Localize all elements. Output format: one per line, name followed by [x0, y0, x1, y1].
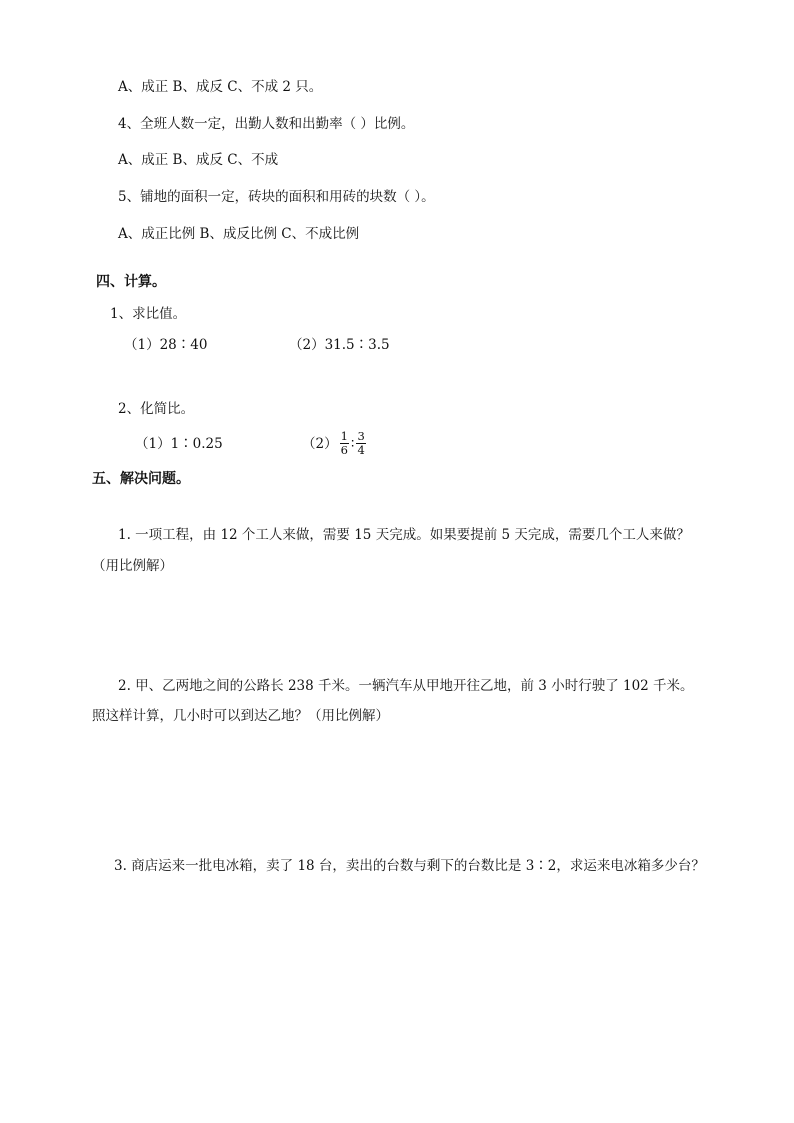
item2-b-prefix: （2）	[302, 435, 338, 452]
item1-title: 1、求比值。	[110, 306, 187, 322]
q4-options: A、成正 B、成反 C、不成	[118, 152, 279, 168]
q5-text: 5、铺地的面积一定，砖块的面积和用砖的块数（ ）。	[118, 189, 435, 205]
fraction-numerator: 3	[357, 429, 365, 443]
problem2-line2: 照这样计算，几小时可以到达乙地？（用比例解）	[92, 708, 389, 724]
problem2-line1: 2. 甲、乙两地之间的公路长 238 千米。一辆汽车从甲地开往乙地，前 3 小时行驶了 102 千米。	[118, 678, 694, 694]
fraction-denominator: 6	[340, 443, 348, 457]
problem1-line1: 1. 一项工程，由 12 个工人来做，需要 15 天完成。如果要提前 5 天完成，需要几个工人来做？	[118, 527, 690, 543]
section4-heading: 四、计算。	[96, 274, 166, 290]
fraction-denominator: 4	[357, 443, 365, 457]
problem1-line2: （用比例解）	[92, 558, 173, 574]
fraction-numerator: 1	[340, 429, 348, 443]
section5-heading: 五、解决问题。	[92, 471, 190, 487]
item2-b	[302, 425, 368, 462]
item1-b: （2）31.5∶3.5	[289, 337, 390, 353]
q4-text: 4、全班人数一定，出勤人数和出勤率（ ）比例。	[118, 116, 415, 132]
item1-a: （1）28∶40	[124, 337, 208, 353]
q5-options: A、成正比例 B、成反比例 C、不成比例	[118, 226, 360, 242]
item2-title: 2、化简比。	[118, 401, 195, 417]
problem3-line1: 3. 商店运来一批电冰箱，卖了 18 台，卖出的台数与剩下的台数比是 3∶2，求运来电冰箱多少台？	[114, 858, 705, 874]
fraction-three-fourths	[356, 430, 365, 457]
fraction-one-sixth	[340, 430, 349, 457]
ratio-colon: ∶	[350, 435, 355, 452]
q3-options: A、成正 B、成反 C、不成 2 只。	[118, 79, 323, 95]
item2-a: （1）1∶0.25	[135, 436, 223, 452]
